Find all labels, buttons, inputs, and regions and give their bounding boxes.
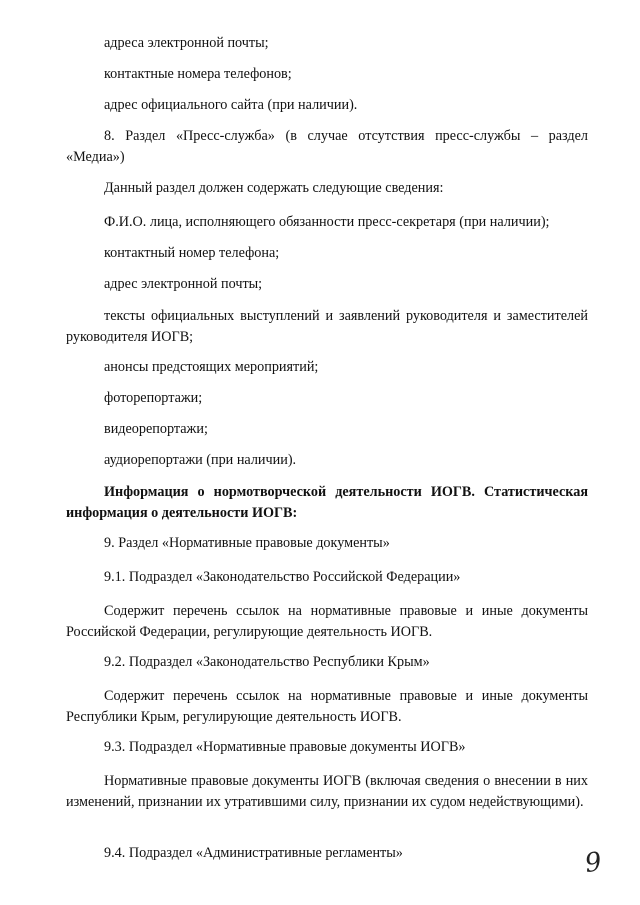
paragraph-official-site: адрес официального сайта (при наличии). (104, 97, 358, 113)
section-9-heading: 9. Раздел «Нормативные правовые документы» (104, 535, 390, 551)
paragraph-video-reports: видеорепортажи; (104, 421, 208, 437)
section-heading-rulemaking: Информация о нормотворческой деятельности ИОГВ. Статистическая информация о деятельности ИОГВ: (66, 484, 588, 521)
paragraph-audio-reports: аудиорепортажи (при наличии). (104, 452, 297, 468)
paragraph-contact-phone: контактный номер телефона; (104, 245, 280, 261)
paragraph-9-1-content: Содержит перечень ссылок на нормативные правовые и иные документы Российской Федерации, регулирующие деятельность ИОГВ. (66, 603, 588, 640)
paragraph-9-2-content: Содержит перечень ссылок на нормативные правовые и иные документы Республики Крым, регулирующие деятельность ИОГВ. (66, 688, 588, 725)
paragraph-event-announcements: анонсы предстоящих мероприятий; (104, 359, 319, 375)
paragraph-contact-phones: контактные номера телефонов; (104, 66, 292, 82)
paragraph-9-3-content: Нормативные правовые документы ИОГВ (включая сведения о внесении в них изменений, признании их утратившими силу, признании их судом недействующими). (66, 773, 588, 810)
paragraph-press-secretary: Ф.И.О. лица, исполняющего обязанности пресс-секретаря (при наличии); (104, 214, 550, 230)
paragraph-email-addresses: адреса электронной почты; (104, 35, 269, 51)
handwritten-page-number: 9 (582, 846, 604, 880)
paragraph-photo-reports: фоторепортажи; (104, 390, 203, 406)
subsection-9-1-heading: 9.1. Подраздел «Законодательство Российской Федерации» (104, 569, 461, 585)
subsection-9-2-heading: 9.2. Подраздел «Законодательство Республики Крым» (104, 654, 430, 670)
subsection-9-4-heading: 9.4. Подраздел «Административные регламенты» (104, 845, 403, 861)
paragraph-required-info: Данный раздел должен содержать следующие сведения: (104, 180, 444, 196)
paragraph-email: адрес электронной почты; (104, 276, 263, 292)
subsection-9-3-heading: 9.3. Подраздел «Нормативные правовые документы ИОГВ» (104, 739, 466, 755)
section-8-heading: 8. Раздел «Пресс-служба» (в случае отсутствия пресс-службы – раздел «Медиа») (66, 128, 588, 165)
paragraph-official-speeches: тексты официальных выступлений и заявлений руководителя и заместителей руководителя ИОГВ; (66, 308, 588, 345)
